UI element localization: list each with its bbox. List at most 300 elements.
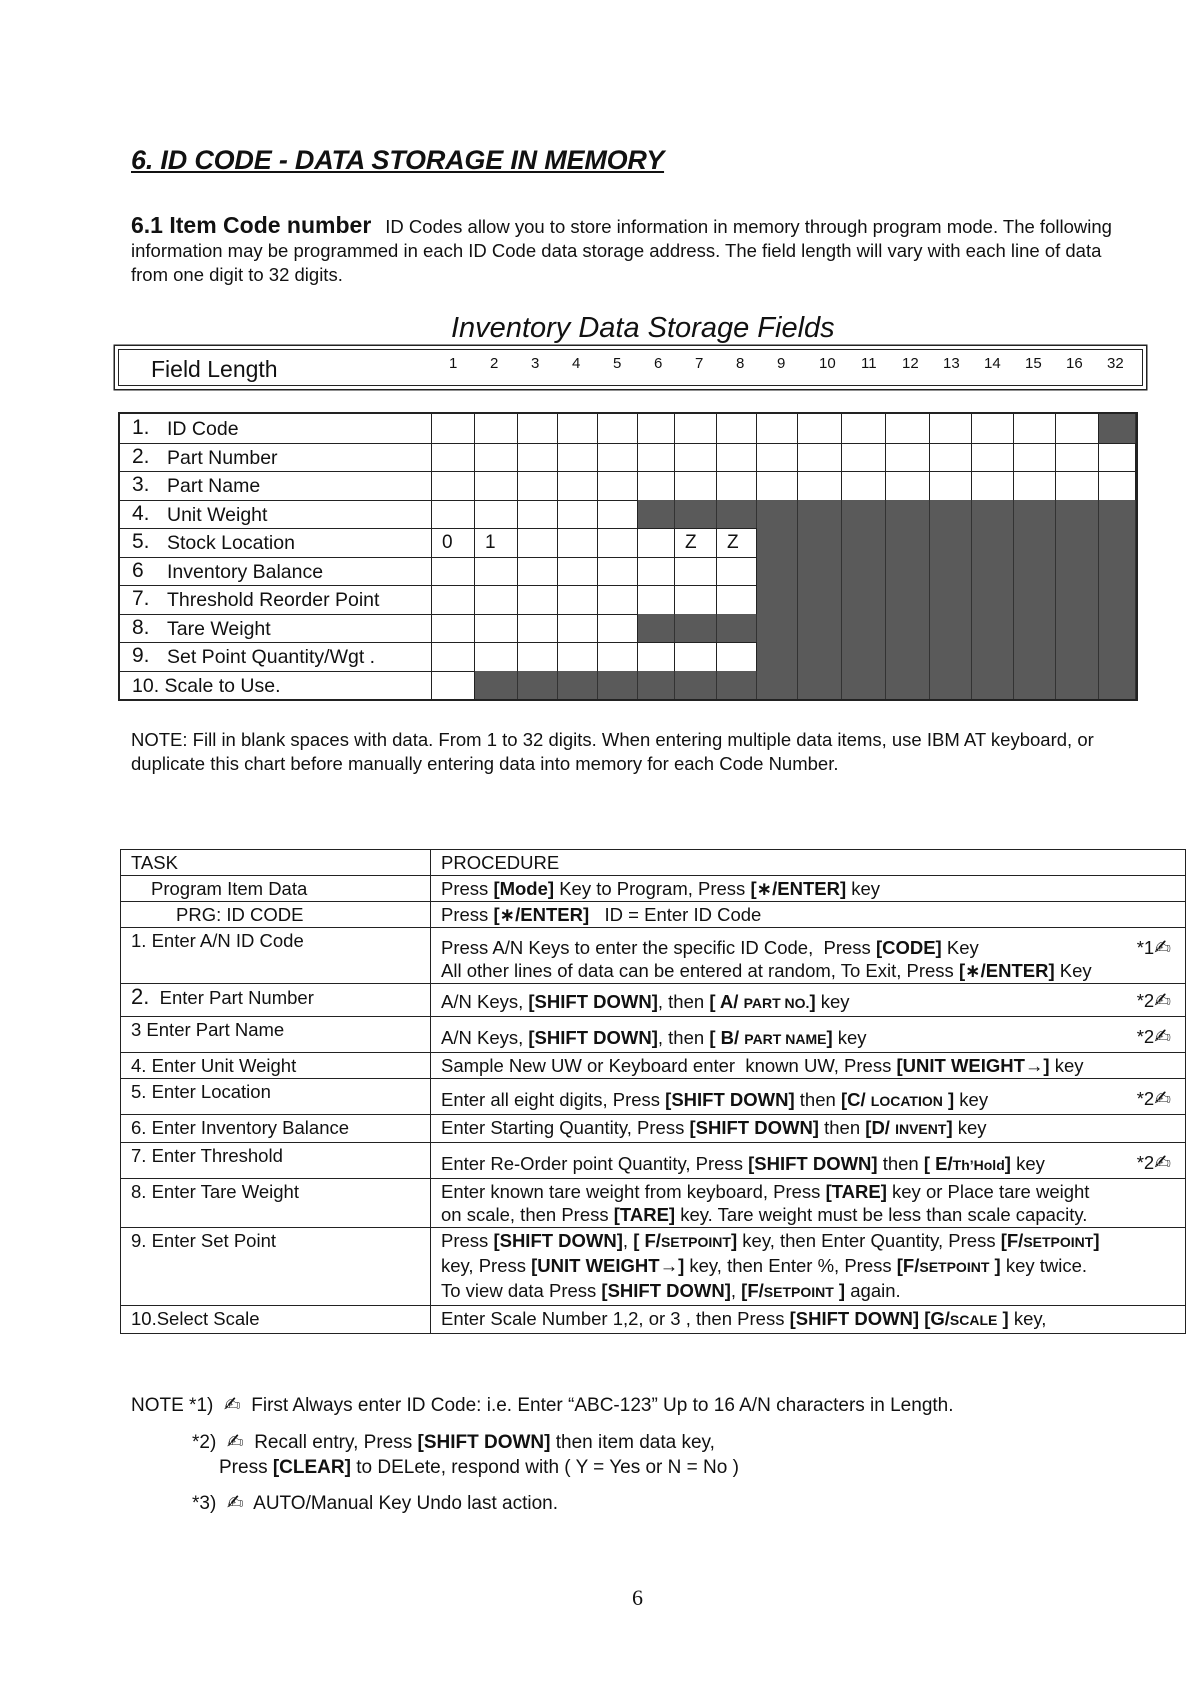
grid-cell	[798, 443, 842, 472]
task-cell: 3 Enter Part Name	[121, 1017, 431, 1053]
writing-hand-icon: ✍	[1154, 1024, 1171, 1048]
grid-cell	[972, 414, 1014, 443]
procedure-header: PROCEDURE	[431, 850, 1186, 876]
grid-cell	[717, 642, 757, 671]
field-length-number: 1	[449, 355, 458, 372]
grid-row-label	[120, 443, 432, 472]
procedure-cell: Enter known tare weight from keyboard, Press [TARE] key or Place tare weight on scale, then Press [TARE] key. Tare weight must be less than scale capacity.	[431, 1179, 1186, 1228]
grid-cell-unused	[1056, 614, 1099, 643]
grid-cell	[475, 471, 518, 500]
grid-cell	[1014, 443, 1056, 472]
procedure-cell: A/N Keys, [SHIFT DOWN], then [ B/ PART NAME] key *2✍	[431, 1017, 1186, 1053]
intro-paragraph	[131, 213, 1131, 287]
table-row	[121, 1306, 1186, 1334]
grid-cell-unused	[757, 642, 798, 671]
grid-row-label	[120, 642, 432, 671]
grid-cell-unused	[930, 557, 972, 586]
chart-title: Inventory Data Storage Fields	[451, 312, 835, 344]
grid-cell-unused	[972, 614, 1014, 643]
grid-cell-unused	[930, 528, 972, 557]
grid-cell	[475, 500, 518, 529]
grid-cell-unused	[1099, 528, 1136, 557]
cell-value: Z	[685, 532, 697, 553]
grid-cell	[432, 614, 475, 643]
grid-cell	[675, 642, 717, 671]
grid-cell-unused	[886, 528, 930, 557]
chart-note: NOTE: Fill in blank spaces with data. From 1 to 32 digits. When entering multiple data items, use IBM AT keyboard, or duplicate this chart before manually entering data into memory for each Code Number.	[131, 729, 1094, 774]
grid-cell	[432, 528, 475, 557]
grid-cell	[558, 557, 598, 586]
grid-row	[120, 471, 1136, 501]
footnote-2-line2-end: to DELete, respond with ( Y = Yes or N = No )	[350, 1457, 739, 1478]
grid-cell	[842, 443, 886, 472]
footnote-2-key: [SHIFT DOWN]	[417, 1432, 551, 1453]
row-number: 8.	[132, 615, 150, 639]
grid-cell-unused	[1056, 528, 1099, 557]
field-length-number: 5	[613, 355, 622, 372]
grid-row	[120, 557, 1136, 587]
task-cell: 6. Enter Inventory Balance	[121, 1115, 431, 1143]
grid-cell-unused	[842, 557, 886, 586]
grid-cell	[598, 614, 638, 643]
grid-cell-unused	[972, 500, 1014, 529]
field-length-number: 11	[861, 355, 877, 372]
grid-cell	[638, 642, 675, 671]
grid-cell-unused	[798, 528, 842, 557]
grid-row-label	[120, 528, 432, 557]
procedure-cell: Enter Starting Quantity, Press [SHIFT DOWN] then [D/ INVENT] key	[431, 1115, 1186, 1143]
field-length-number: 6	[654, 355, 663, 372]
cell-value: 1	[485, 532, 496, 553]
grid-cell	[886, 471, 930, 500]
grid-cell-unused	[842, 642, 886, 671]
task-header: TASK	[121, 850, 431, 876]
grid-cell	[518, 414, 558, 443]
grid-cell-unused	[717, 500, 757, 529]
task-cell: 9. Enter Set Point	[121, 1228, 431, 1306]
footnote-1	[131, 1390, 954, 1420]
grid-cell	[638, 471, 675, 500]
grid-cell-unused	[842, 528, 886, 557]
row-label: ID Code	[167, 418, 239, 440]
intro-text: ID Codes allow you to store information in memory through program mode. The following information may be programmed in each ID Code data storage address. The field length will vary with each line of data from one digit to 32 digits.	[131, 216, 1112, 285]
table-row	[121, 1143, 1186, 1179]
grid-cell-unused	[930, 671, 972, 700]
grid-cell-unused	[1014, 585, 1056, 614]
grid-cell	[1056, 443, 1099, 472]
grid-cell	[798, 471, 842, 500]
field-length-number: 3	[531, 355, 540, 372]
grid-row	[120, 585, 1136, 615]
grid-cell	[432, 471, 475, 500]
grid-cell-unused	[798, 614, 842, 643]
grid-cell	[675, 585, 717, 614]
grid-cell	[432, 557, 475, 586]
grid-cell-unused	[1099, 642, 1136, 671]
task-procedure-table	[120, 849, 1186, 1334]
page-number: 6	[632, 1585, 643, 1610]
grid-cell	[598, 471, 638, 500]
grid-cell	[1056, 414, 1099, 443]
field-length-number: 10	[819, 355, 836, 372]
row-label: Stock Location	[167, 532, 295, 554]
footnote-2-marker: *2)	[192, 1432, 217, 1453]
grid-row-label	[120, 500, 432, 529]
grid-cell-unused	[930, 614, 972, 643]
note-ref-2: *2	[1136, 1026, 1155, 1047]
writing-hand-icon: ✍	[226, 1490, 244, 1514]
row-number: 3.	[132, 473, 150, 496]
task-cell: 1. Enter A/N ID Code	[121, 928, 431, 984]
procedure-cell: Enter Re-Order point Quantity, Press [SHIFT DOWN] then [ E/Th’Hold] key *2✍	[431, 1143, 1186, 1179]
writing-hand-icon: ✍	[223, 1392, 241, 1416]
grid-cell	[930, 443, 972, 472]
grid-cell	[638, 557, 675, 586]
grid-cell	[598, 414, 638, 443]
row-label: Unit Weight	[167, 503, 268, 526]
grid-cell	[1056, 471, 1099, 500]
grid-cell	[598, 500, 638, 529]
task-cell: 4. Enter Unit Weight	[121, 1053, 431, 1079]
procedure-cell: Enter all eight digits, Press [SHIFT DOWN] then [C/ LOCATION ] key *2✍	[431, 1079, 1186, 1115]
grid-cell	[598, 528, 638, 557]
grid-cell	[558, 414, 598, 443]
table-row	[121, 1228, 1186, 1306]
table-row	[121, 928, 1186, 984]
grid-cell-unused	[972, 642, 1014, 671]
grid-row-label	[120, 471, 432, 500]
grid-cell-unused	[675, 671, 717, 700]
section-heading: 6.1 Item Code number	[131, 212, 372, 238]
grid-row	[120, 500, 1136, 530]
grid-cell	[757, 443, 798, 472]
footnote-2-line2-text: Press	[219, 1457, 273, 1478]
grid-cell	[717, 414, 757, 443]
grid-cell-unused	[1099, 557, 1136, 586]
grid-cell	[432, 642, 475, 671]
row-number: 6	[132, 558, 144, 582]
grid-cell	[475, 557, 518, 586]
grid-cell	[717, 471, 757, 500]
grid-row-label	[120, 585, 432, 614]
grid-row	[120, 443, 1136, 473]
row-label: Threshold Reorder Point	[167, 589, 380, 611]
footnote-2-text: Recall entry, Press	[254, 1432, 418, 1453]
task-cell: 10.Select Scale	[121, 1306, 431, 1334]
row-number: 2.	[132, 444, 150, 468]
grid-cell-unused	[972, 585, 1014, 614]
grid-cell-unused	[886, 500, 930, 529]
grid-cell	[675, 414, 717, 443]
grid-cell-unused	[757, 671, 798, 700]
footnote-1-marker: NOTE *1)	[131, 1395, 214, 1416]
field-length-number: 13	[943, 355, 960, 372]
grid-cell-unused	[757, 500, 798, 529]
writing-hand-icon: ✍	[1154, 988, 1171, 1012]
table-header-row	[121, 850, 1186, 876]
grid-cell-unused	[1056, 585, 1099, 614]
grid-cell-unused	[518, 671, 558, 700]
grid-cell-unused	[1099, 614, 1136, 643]
row-number: 7.	[132, 587, 150, 610]
grid-cell	[1099, 471, 1136, 500]
row-number: 9.	[132, 644, 150, 667]
footnote-3-marker: *3)	[192, 1493, 217, 1514]
footnote-2-text-end: then item data key,	[550, 1432, 715, 1453]
field-length-number: 8	[736, 355, 745, 372]
grid-cell	[717, 557, 757, 586]
grid-cell	[886, 414, 930, 443]
grid-cell-unused	[886, 585, 930, 614]
grid-cell	[842, 471, 886, 500]
page-title: 6. ID CODE - DATA STORAGE IN MEMORY	[131, 145, 665, 175]
grid-cell-unused	[1014, 671, 1056, 700]
grid-cell	[475, 443, 518, 472]
grid-row	[120, 414, 1136, 444]
grid-cell	[432, 443, 475, 472]
grid-cell	[518, 500, 558, 529]
grid-cell-unused	[972, 528, 1014, 557]
grid-cell-unused	[1014, 614, 1056, 643]
field-length-number: 32	[1107, 355, 1124, 372]
grid-cell	[558, 443, 598, 472]
grid-cell	[638, 414, 675, 443]
grid-row	[120, 642, 1136, 672]
grid-cell	[717, 528, 757, 557]
grid-cell-unused	[638, 500, 675, 529]
procedure-cell: A/N Keys, [SHIFT DOWN], then [ A/ PART NO.] key *2✍	[431, 984, 1186, 1017]
row-label: Set Point Quantity/Wgt .	[167, 646, 376, 668]
field-length-number: 16	[1066, 355, 1083, 372]
grid-cell-unused	[675, 614, 717, 643]
grid-cell	[798, 414, 842, 443]
grid-cell	[518, 585, 558, 614]
grid-cell-unused	[842, 671, 886, 700]
cell-value: 0	[442, 532, 453, 553]
grid-cell-unused	[475, 671, 518, 700]
grid-cell-unused	[757, 614, 798, 643]
task-cell	[121, 984, 431, 1017]
task-number: 2.	[131, 984, 150, 1009]
grid-cell-unused	[886, 671, 930, 700]
grid-cell-unused	[798, 557, 842, 586]
footnote-2-line2	[219, 1454, 739, 1482]
grid-cell-unused	[638, 614, 675, 643]
cell-value: Z	[727, 532, 739, 553]
grid-cell-unused	[1014, 642, 1056, 671]
field-length-number: 12	[902, 355, 919, 372]
row-label: Tare Weight	[167, 617, 271, 640]
grid-cell-unused	[842, 500, 886, 529]
field-length-header	[118, 349, 1143, 386]
grid-cell-unused	[1014, 500, 1056, 529]
procedure-cell: Sample New UW or Keyboard enter known UW, Press [UNIT WEIGHT→] key	[431, 1053, 1186, 1079]
task-cell: 8. Enter Tare Weight	[121, 1179, 431, 1228]
task-cell: PRG: ID CODE	[121, 902, 431, 928]
table-row	[121, 876, 1186, 902]
writing-hand-icon: ✍	[226, 1429, 244, 1453]
grid-row	[120, 671, 1136, 700]
table-row	[121, 1115, 1186, 1143]
field-length-number: 7	[695, 355, 704, 372]
field-length-number: 14	[984, 355, 1001, 372]
row-number: 4.	[132, 501, 150, 525]
inventory-storage-grid	[118, 412, 1138, 701]
grid-cell	[518, 443, 558, 472]
grid-row-label	[120, 414, 432, 443]
field-length-label: Field Length	[151, 356, 278, 382]
grid-cell	[518, 557, 558, 586]
grid-cell	[475, 585, 518, 614]
grid-cell	[598, 443, 638, 472]
grid-cell-unused	[798, 642, 842, 671]
table-row	[121, 1053, 1186, 1079]
footnote-3-text: AUTO/Manual Key Undo last action.	[253, 1493, 558, 1514]
note-ref-2: *2	[1136, 1152, 1155, 1173]
grid-cell	[558, 642, 598, 671]
row-number: 5.	[132, 530, 150, 553]
grid-cell	[518, 471, 558, 500]
task-cell: 7. Enter Threshold	[121, 1143, 431, 1179]
grid-cell-unused	[842, 585, 886, 614]
row-label: Inventory Balance	[167, 560, 324, 583]
grid-cell	[1014, 471, 1056, 500]
grid-cell	[638, 443, 675, 472]
grid-cell-unused	[1056, 671, 1099, 700]
grid-cell-unused	[638, 671, 675, 700]
writing-hand-icon: ✍	[1154, 1150, 1171, 1174]
writing-hand-icon: ✍	[1154, 1086, 1171, 1110]
field-length-number: 2	[490, 355, 499, 372]
grid-cell	[518, 528, 558, 557]
procedure-cell: Press [Mode] Key to Program, Press [∗/ENTER] key	[431, 876, 1186, 902]
grid-row-label	[120, 557, 432, 586]
grid-row-label	[120, 671, 432, 700]
field-length-number: 4	[572, 355, 581, 372]
grid-cell	[638, 585, 675, 614]
grid-cell-unused	[1056, 642, 1099, 671]
grid-cell-unused	[972, 671, 1014, 700]
row-label: Part Number	[167, 446, 278, 469]
table-row	[121, 1079, 1186, 1115]
grid-cell-unused	[1014, 557, 1056, 586]
grid-cell-unused	[1099, 414, 1136, 443]
grid-cell	[475, 614, 518, 643]
procedure-cell: Enter Scale Number 1,2, or 3 , then Press [SHIFT DOWN] [G/SCALE ] key,	[431, 1306, 1186, 1334]
footnote-3	[192, 1488, 558, 1518]
field-length-number: 9	[777, 355, 786, 372]
grid-cell-unused	[1056, 557, 1099, 586]
grid-cell	[558, 528, 598, 557]
note-ref-1: *1	[1136, 937, 1155, 958]
grid-cell-unused	[1056, 500, 1099, 529]
grid-cell	[558, 614, 598, 643]
procedure-cell: Press [SHIFT DOWN], [ F/SETPOINT] key, then Enter Quantity, Press [F/SETPOINT] key, Press [UNIT WEIGHT→] key, then Enter %, Press [F/SETPOINT ] key twice. To view data Press [SHIFT DOWN], [F/SETPOINT ] again.	[431, 1228, 1186, 1306]
table-row	[121, 1179, 1186, 1228]
grid-cell	[475, 528, 518, 557]
grid-cell-unused	[598, 671, 638, 700]
grid-cell	[475, 414, 518, 443]
task-label: Enter Part Number	[159, 987, 314, 1008]
grid-cell	[432, 585, 475, 614]
grid-cell-unused	[972, 557, 1014, 586]
grid-cell	[558, 585, 598, 614]
footnote-2-clear-key: [CLEAR]	[272, 1457, 351, 1478]
grid-cell	[842, 414, 886, 443]
grid-cell	[886, 443, 930, 472]
grid-cell-unused	[558, 671, 598, 700]
grid-cell-unused	[675, 500, 717, 529]
grid-cell-unused	[717, 671, 757, 700]
grid-cell	[598, 557, 638, 586]
grid-row	[120, 528, 1136, 558]
grid-cell	[757, 414, 798, 443]
grid-cell	[432, 414, 475, 443]
grid-cell	[972, 443, 1014, 472]
grid-cell	[518, 642, 558, 671]
grid-cell	[717, 443, 757, 472]
table-row	[121, 984, 1186, 1017]
grid-cell	[558, 471, 598, 500]
grid-cell-unused	[1099, 585, 1136, 614]
grid-cell	[518, 614, 558, 643]
grid-cell	[638, 528, 675, 557]
grid-cell-unused	[1014, 528, 1056, 557]
grid-row	[120, 614, 1136, 644]
grid-cell-unused	[930, 585, 972, 614]
field-length-number: 15	[1025, 355, 1042, 372]
grid-cell	[717, 585, 757, 614]
grid-cell-unused	[798, 671, 842, 700]
grid-cell	[1014, 414, 1056, 443]
procedure-cell: Press [∗/ENTER] ID = Enter ID Code	[431, 902, 1186, 928]
grid-cell-unused	[886, 614, 930, 643]
footnote-2	[192, 1427, 715, 1457]
grid-cell	[972, 471, 1014, 500]
grid-cell	[675, 471, 717, 500]
note-ref-2: *2	[1136, 990, 1155, 1011]
grid-cell-unused	[1099, 671, 1136, 700]
grid-cell-unused	[886, 642, 930, 671]
grid-cell-unused	[930, 642, 972, 671]
table-row	[121, 1017, 1186, 1053]
grid-cell	[598, 642, 638, 671]
row-number: 1.	[132, 416, 150, 439]
note-ref-2: *2	[1136, 1088, 1155, 1109]
grid-cell-unused	[798, 500, 842, 529]
row-label: 10. Scale to Use.	[132, 674, 281, 697]
grid-cell	[432, 671, 475, 700]
footnote-1-text: First Always enter ID Code: i.e. Enter “ABC-123” Up to 16 A/N characters in Length.	[251, 1395, 954, 1416]
grid-cell-unused	[1099, 500, 1136, 529]
grid-cell-unused	[717, 614, 757, 643]
grid-cell	[475, 642, 518, 671]
grid-cell-unused	[842, 614, 886, 643]
writing-hand-icon: ✍	[1154, 935, 1171, 959]
grid-cell-unused	[886, 557, 930, 586]
grid-cell	[675, 443, 717, 472]
grid-cell	[675, 557, 717, 586]
grid-cell	[675, 528, 717, 557]
row-label: Part Name	[167, 475, 261, 497]
task-cell: Program Item Data	[121, 876, 431, 902]
procedure-cell: Press A/N Keys to enter the specific ID Code, Press [CODE] Key *1✍ All other lines of data can be entered at random, To Exit, Press [∗/ENTER] Key	[431, 928, 1186, 984]
table-row	[121, 902, 1186, 928]
grid-row-label	[120, 614, 432, 643]
grid-cell	[558, 500, 598, 529]
grid-cell	[757, 471, 798, 500]
grid-cell	[432, 500, 475, 529]
